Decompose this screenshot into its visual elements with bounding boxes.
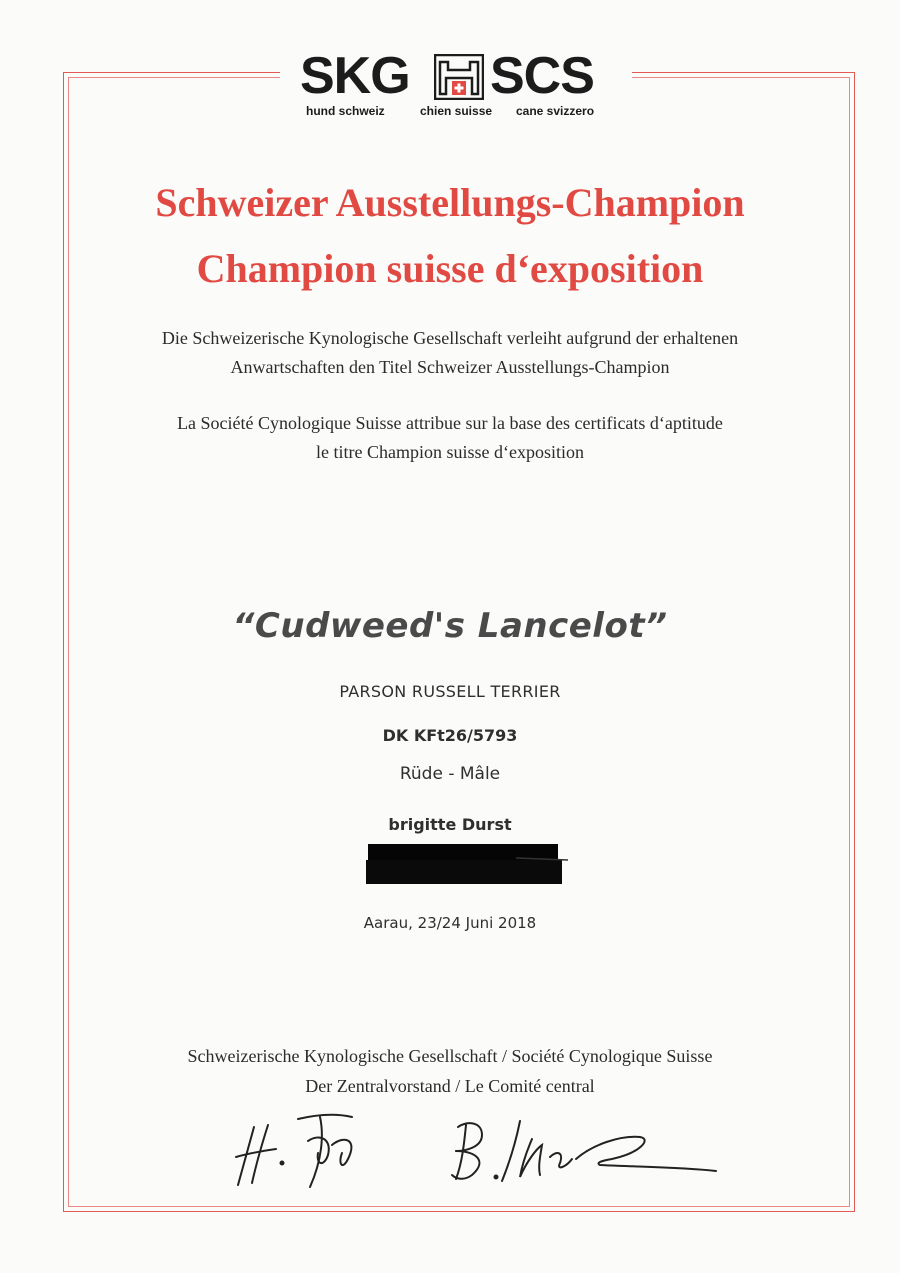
place-and-date: Aarau, 23/24 Juni 2018 xyxy=(363,914,537,932)
owner-name: brigitte Durst xyxy=(388,815,512,834)
signature-left xyxy=(236,1115,352,1187)
redacted-address xyxy=(366,842,568,886)
footer-organisation: Schweizerische Kynologische Gesellschaft / Société Cynologique Suisse xyxy=(187,1046,713,1066)
logo-skg-text: SKG xyxy=(300,47,410,105)
title-french: Champion suisse d‘exposition xyxy=(196,246,704,291)
footer-committee: Der Zentralvorstand / Le Comité central xyxy=(305,1076,595,1096)
swiss-kennel-club-emblem-icon xyxy=(434,54,484,100)
paragraph-french-line-2: le titre Champion suisse d‘exposition xyxy=(316,442,584,462)
paragraph-french-line-1: La Société Cynologique Suisse attribue sur la base des certificats d‘aptitude xyxy=(177,413,723,433)
logo-scs-text: SCS xyxy=(490,47,594,105)
dog-sex: Rüde - Mâle xyxy=(399,764,501,784)
signature-right xyxy=(452,1121,716,1181)
dog-name: “Cudweed's Lancelot” xyxy=(232,606,668,646)
skg-scs-logo xyxy=(296,47,616,120)
title-german: Schweizer Ausstellungs-Champion xyxy=(155,180,745,225)
signatures xyxy=(220,1105,740,1205)
paragraph-german-line-1: Die Schweizerische Kynologische Gesellschaft verleiht aufgrund der erhaltenen xyxy=(161,328,739,348)
logo-tagline-it: cane svizzero xyxy=(516,104,595,118)
logo-tagline-fr: chien suisse xyxy=(420,104,493,118)
dog-breed: PARSON RUSSELL TERRIER xyxy=(339,682,561,701)
registration-number: DK KFt26/5793 xyxy=(382,726,518,745)
paragraph-french xyxy=(0,409,900,467)
paragraph-german-line-2: Anwartschaften den Titel Schweizer Ausstellungs-Champion xyxy=(230,357,670,377)
paragraph-german xyxy=(0,324,900,382)
logo-tagline-de: hund schweiz xyxy=(306,104,385,118)
